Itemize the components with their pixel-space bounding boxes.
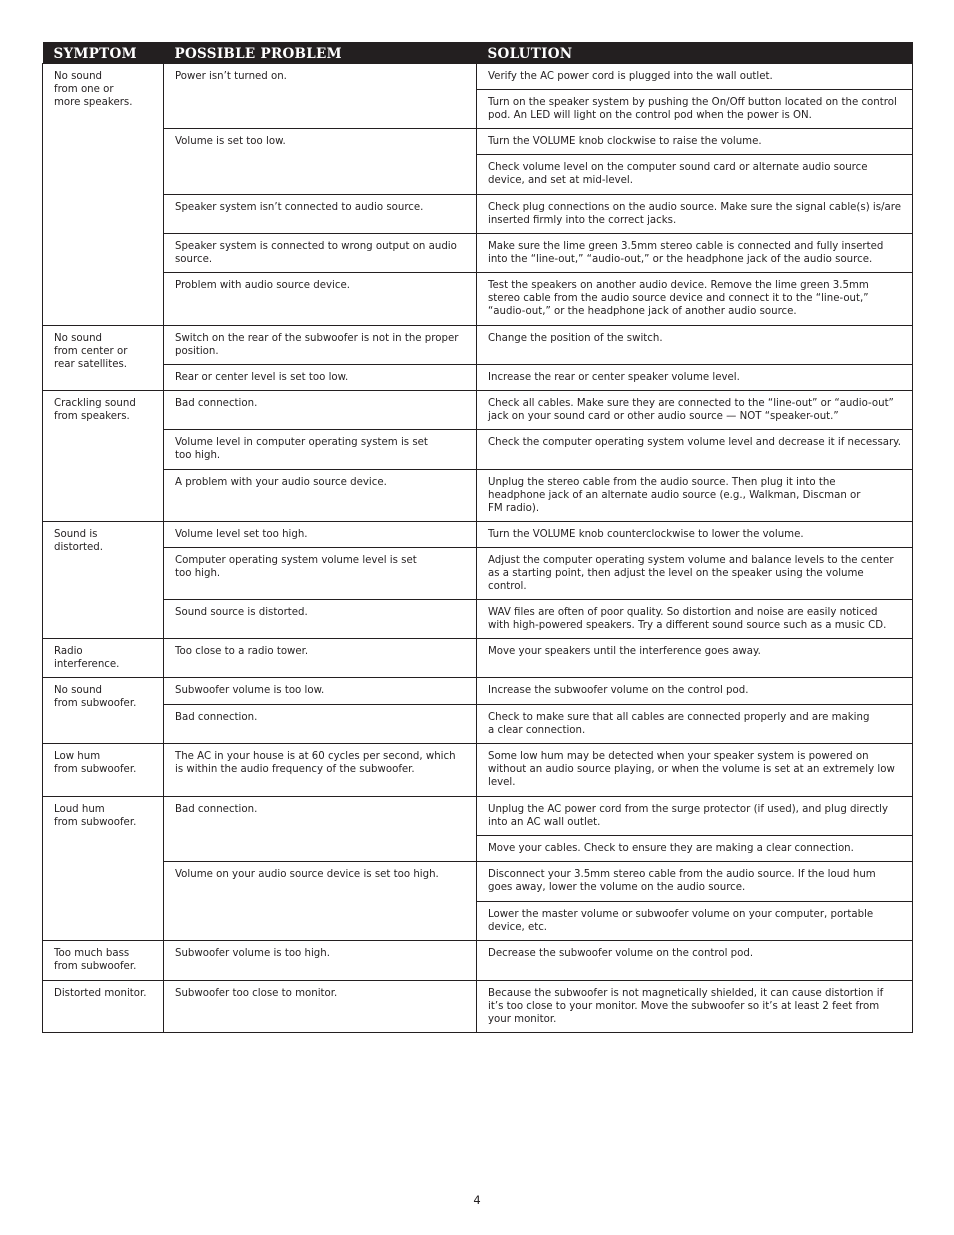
symptom-cell: Sound is distorted. (43, 522, 164, 639)
possible-problem-cell: Problem with audio source device. (164, 273, 477, 326)
symptom-cell: Low hum from subwoofer. (43, 744, 164, 797)
solution-cell: Unplug the stereo cable from the audio source. Then plug it into the headphone jack of an alternate audio source (e.g., Walkman, Discman or FM radio). (477, 470, 913, 522)
solution-cell: Make sure the lime green 3.5mm stereo cable is connected and fully inserted into the “line-out,” “audio-out,” or the headphone jack of the audio source. (477, 234, 913, 273)
table-row (43, 941, 913, 981)
possible-problem-cell: Computer operating system volume level is set too high. (164, 548, 477, 600)
symptom-cell: Loud hum from subwoofer. (43, 797, 164, 941)
solution-cell: Disconnect your 3.5mm stereo cable from the audio source. If the loud hum goes away, lower the volume on the audio source. (477, 862, 913, 902)
solution-column-header: SOLUTION (477, 42, 913, 64)
table-row (43, 195, 913, 234)
table-row (43, 234, 913, 273)
possible-problem-cell: Bad connection. (164, 391, 477, 430)
solution-cell: Increase the subwoofer volume on the control pod. (477, 678, 913, 705)
solution-cell: Adjust the computer operating system volume and balance levels to the center as a starting point, then adjust the level on the speaker using the volume control. (477, 548, 913, 600)
troubleshooting-table (42, 42, 913, 1033)
table-row (43, 391, 913, 430)
symptom-cell: Distorted monitor. (43, 981, 164, 1033)
solution-cell: Turn the VOLUME knob clockwise to raise the volume. (477, 129, 913, 155)
possible-problem-cell: Volume is set too low. (164, 129, 477, 195)
table-row (43, 273, 913, 326)
table-row (43, 548, 913, 600)
table-row (43, 981, 913, 1033)
solution-cell: Check all cables. Make sure they are connected to the “line-out” or “audio-out” jack on your sound card or other audio source — NOT “speaker-out.” (477, 391, 913, 430)
possible-problem-cell: Subwoofer volume is too low. (164, 678, 477, 705)
possible-problem-cell: A problem with your audio source device. (164, 470, 477, 522)
possible-problem-cell: Power isn’t turned on. (164, 64, 477, 129)
table-row (43, 129, 913, 155)
symptom-cell: Too much bass from subwoofer. (43, 941, 164, 981)
symptom-cell: No sound from one or more speakers. (43, 64, 164, 326)
table-header-row (43, 42, 913, 64)
possible-problem-column-header: POSSIBLE PROBLEM (164, 42, 477, 64)
solution-cell: Lower the master volume or subwoofer volume on your computer, portable device, etc. (477, 902, 913, 941)
possible-problem-cell: Bad connection. (164, 797, 477, 862)
possible-problem-cell: Speaker system isn’t connected to audio source. (164, 195, 477, 234)
table-row (43, 678, 913, 705)
solution-cell: Check volume level on the computer sound card or alternate audio source device, and set at mid-level. (477, 155, 913, 195)
solution-cell: Verify the AC power cord is plugged into the wall outlet. (477, 64, 913, 90)
solution-cell: Increase the rear or center speaker volume level. (477, 365, 913, 391)
solution-cell: Unplug the AC power cord from the surge protector (if used), and plug directly into an AC wall outlet. (477, 797, 913, 836)
symptom-cell: No sound from subwoofer. (43, 678, 164, 744)
symptom-cell: Crackling sound from speakers. (43, 391, 164, 522)
possible-problem-cell: Too close to a radio tower. (164, 639, 477, 678)
possible-problem-cell: Volume on your audio source device is set too high. (164, 862, 477, 941)
solution-cell: Check to make sure that all cables are connected properly and are making a clear connection. (477, 705, 913, 744)
table-row (43, 862, 913, 902)
solution-cell: Decrease the subwoofer volume on the control pod. (477, 941, 913, 981)
table-row (43, 744, 913, 797)
possible-problem-cell: Sound source is distorted. (164, 600, 477, 639)
solution-cell: Move your cables. Check to ensure they are making a clear connection. (477, 836, 913, 862)
solution-cell: Check the computer operating system volume level and decrease it if necessary. (477, 430, 913, 470)
possible-problem-cell: Volume level set too high. (164, 522, 477, 548)
table-row (43, 470, 913, 522)
table-row (43, 639, 913, 678)
symptom-cell: Radio interference. (43, 639, 164, 678)
solution-cell: Test the speakers on another audio device. Remove the lime green 3.5mm stereo cable from the audio source device and connect it to the “line-out,” “audio-out,” or the headphone jack of another audio source. (477, 273, 913, 326)
solution-cell: Move your speakers until the interference goes away. (477, 639, 913, 678)
solution-cell: Check plug connections on the audio source. Make sure the signal cable(s) is/are inserted firmly into the correct jacks. (477, 195, 913, 234)
solution-cell: WAV files are often of poor quality. So distortion and noise are easily noticed with high-powered speakers. Try a different sound source such as a music CD. (477, 600, 913, 639)
possible-problem-cell: Rear or center level is set too low. (164, 365, 477, 391)
solution-cell: Turn the VOLUME knob counterclockwise to lower the volume. (477, 522, 913, 548)
table-row (43, 326, 913, 365)
solution-cell: Because the subwoofer is not magnetically shielded, it can cause distortion if it’s too close to your monitor. Move the subwoofer so it’s at least 2 feet from your monitor. (477, 981, 913, 1033)
table-row (43, 522, 913, 548)
troubleshooting-sheet (42, 42, 912, 1033)
table-row (43, 600, 913, 639)
symptom-cell: No sound from center or rear satellites. (43, 326, 164, 391)
possible-problem-cell: Subwoofer volume is too high. (164, 941, 477, 981)
table-row (43, 797, 913, 836)
possible-problem-cell: Bad connection. (164, 705, 477, 744)
possible-problem-cell: Speaker system is connected to wrong output on audio source. (164, 234, 477, 273)
table-row (43, 430, 913, 470)
possible-problem-cell: Subwoofer too close to monitor. (164, 981, 477, 1033)
solution-cell: Some low hum may be detected when your speaker system is powered on without an audio source playing, or when the volume is set at an extremely low level. (477, 744, 913, 797)
possible-problem-cell: Switch on the rear of the subwoofer is not in the proper position. (164, 326, 477, 365)
solution-cell: Change the position of the switch. (477, 326, 913, 365)
possible-problem-cell: Volume level in computer operating system is set too high. (164, 430, 477, 470)
table-row (43, 365, 913, 391)
table-body (43, 64, 913, 1033)
table-row (43, 705, 913, 744)
symptom-column-header: SYMPTOM (43, 42, 164, 64)
solution-cell: Turn on the speaker system by pushing the On/Off button located on the control pod. An LED will light on the control pod when the power is ON. (477, 90, 913, 129)
table-row (43, 64, 913, 90)
possible-problem-cell: The AC in your house is at 60 cycles per second, which is within the audio frequency of the subwoofer. (164, 744, 477, 797)
page-number: 4 (473, 1193, 481, 1207)
